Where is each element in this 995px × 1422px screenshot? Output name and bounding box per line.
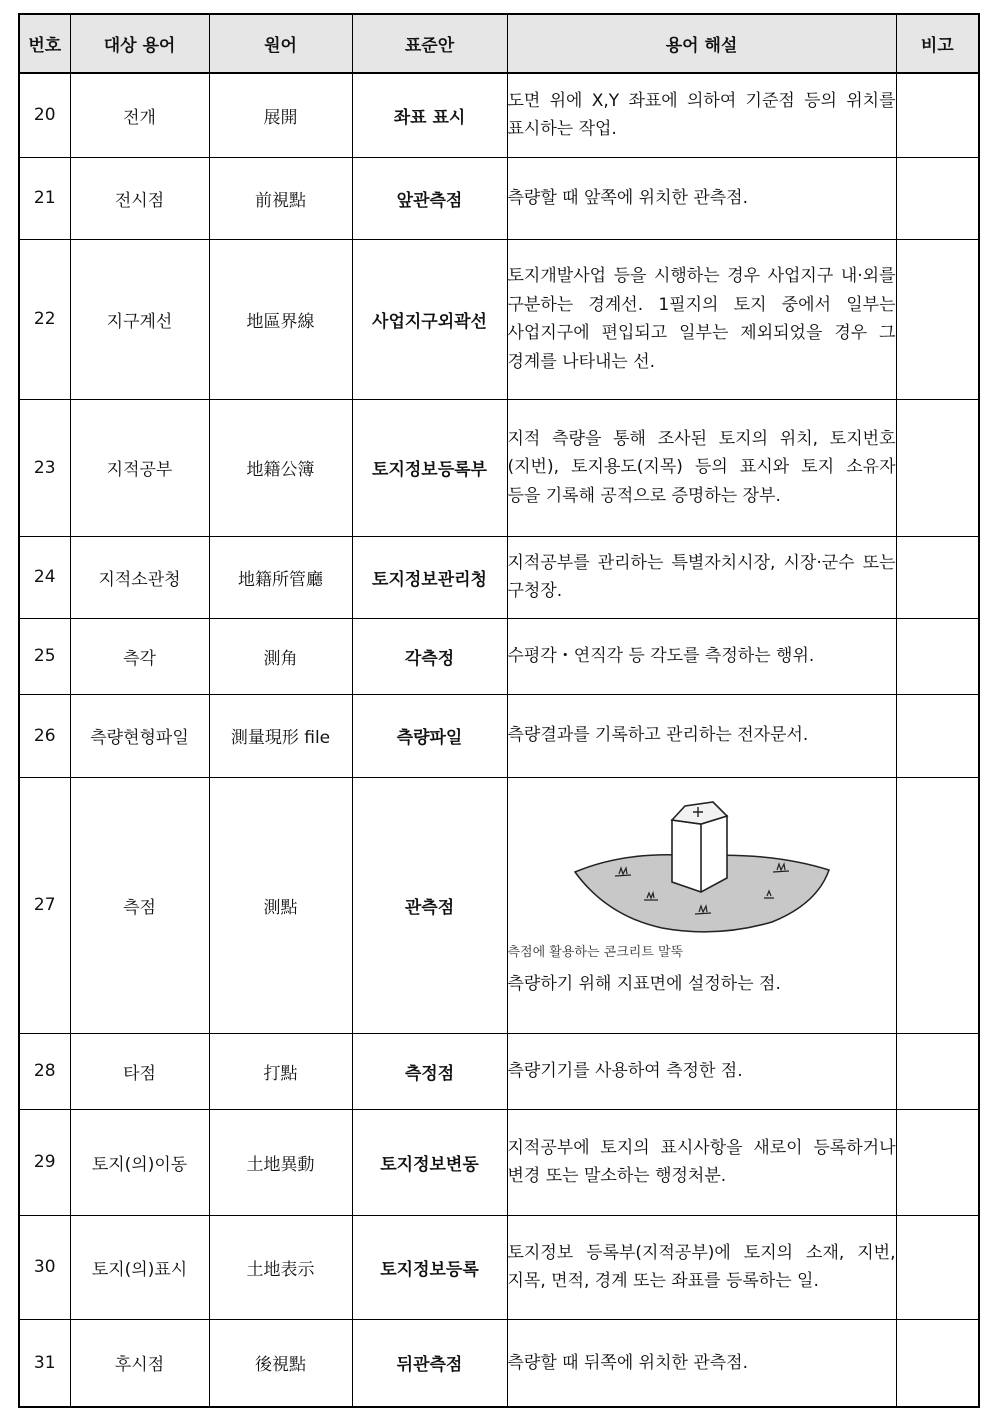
row-explanation-cell [507,777,896,1033]
row-standard: 각측정 [352,618,507,694]
row-term: 지구계선 [70,239,209,399]
row-term: 토지(의)이동 [70,1109,209,1215]
row-origin: 地籍公簿 [209,399,352,536]
row-note [896,1109,979,1215]
row-term: 지적공부 [70,399,209,536]
row-explanation: 도면 위에 X,Y 좌표에 의하여 기준점 등의 위치를 표시하는 작업. [507,73,896,157]
row-no: 22 [19,239,70,399]
row-origin: 後視點 [209,1319,352,1407]
row-term: 토지(의)표시 [70,1215,209,1319]
terminology-sheet [18,13,980,1408]
row-note [896,618,979,694]
row-no: 27 [19,777,70,1033]
row-origin: 前視點 [209,157,352,239]
header-note: 비고 [896,14,979,73]
table-row [19,1319,979,1407]
table-row [19,239,979,399]
table-row [19,157,979,239]
row-origin: 土地表示 [209,1215,352,1319]
row-explanation: 지적공부에 토지의 표시사항을 새로이 등록하거나 변경 또는 말소하는 행정처분. [507,1109,896,1215]
row-standard: 토지정보등록부 [352,399,507,536]
row-note [896,399,979,536]
row-standard: 사업지구외곽선 [352,239,507,399]
header-standard: 표준안 [352,14,507,73]
row-origin: 打點 [209,1033,352,1109]
header-explanation: 용어 해설 [507,14,896,73]
row-origin: 地籍所管廳 [209,536,352,618]
row-term: 전시점 [70,157,209,239]
row-standard: 관측점 [352,777,507,1033]
table-row [19,1215,979,1319]
row-explanation: 지적공부를 관리하는 특별자치시장, 시장·군수 또는 구청장. [507,536,896,618]
row-no: 29 [19,1109,70,1215]
row-no: 23 [19,399,70,536]
row-no: 30 [19,1215,70,1319]
row-note [896,239,979,399]
row-note [896,777,979,1033]
row-standard: 측정점 [352,1033,507,1109]
row-term: 후시점 [70,1319,209,1407]
row-origin: 展開 [209,73,352,157]
row-explanation: 측량결과를 기록하고 관리하는 전자문서. [507,694,896,777]
row-standard: 토지정보등록 [352,1215,507,1319]
row-note [896,1215,979,1319]
row-origin: 測點 [209,777,352,1033]
row-no: 28 [19,1033,70,1109]
row-no: 26 [19,694,70,777]
row-explanation: 토지개발사업 등을 시행하는 경우 사업지구 내·외를 구분하는 경계선. 1필지의 토지 중에서 일부는 사업지구에 편입되고 일부는 제외되었을 경우 그 경계를 나타내는 선. [507,239,896,399]
row-standard: 토지정보관리청 [352,536,507,618]
row-origin: 測量現形 file [209,694,352,777]
row-explanation: 측량하기 위해 지표면에 설정하는 점. [507,973,781,994]
row-term: 측량현형파일 [70,694,209,777]
row-explanation: 측량기기를 사용하여 측정한 점. [507,1033,896,1109]
table-row [19,694,979,777]
row-term: 전개 [70,73,209,157]
table-row [19,777,979,1033]
concrete-marker-illustration [508,778,896,962]
row-origin: 地區界線 [209,239,352,399]
header-origin: 원어 [209,14,352,73]
row-standard: 뒤관측점 [352,1319,507,1407]
row-explanation: 토지정보 등록부(지적공부)에 토지의 소재, 지번, 지목, 면적, 경계 또는 좌표를 등록하는 일. [507,1215,896,1319]
row-note [896,694,979,777]
table-row [19,1109,979,1215]
row-no: 24 [19,536,70,618]
row-no: 20 [19,73,70,157]
row-note [896,1033,979,1109]
row-no: 25 [19,618,70,694]
table-row [19,73,979,157]
table-row [19,618,979,694]
row-explanation: 수평각・연직각 등 각도를 측정하는 행위. [507,618,896,694]
row-no: 31 [19,1319,70,1407]
row-explanation: 측량할 때 뒤쪽에 위치한 관측점. [507,1319,896,1407]
row-term: 타점 [70,1033,209,1109]
row-note [896,157,979,239]
row-standard: 토지정보변동 [352,1109,507,1215]
table-row [19,1033,979,1109]
table-row [19,536,979,618]
row-term: 지적소관청 [70,536,209,618]
row-term: 측점 [70,777,209,1033]
row-origin: 測角 [209,618,352,694]
header-no: 번호 [19,14,70,73]
row-no: 21 [19,157,70,239]
row-note [896,73,979,157]
header-term: 대상 용어 [70,14,209,73]
row-note [896,1319,979,1407]
header-row [19,14,979,73]
illustration-caption: 측점에 활용하는 콘크리트 말뚝 [507,944,684,960]
row-term: 측각 [70,618,209,694]
row-explanation: 지적 측량을 통해 조사된 토지의 위치, 토지번호(지번), 토지용도(지목) 등의 표시와 토지 소유자 등을 기록해 공적으로 증명하는 장부. [507,399,896,536]
row-origin: 土地異動 [209,1109,352,1215]
row-standard: 측량파일 [352,694,507,777]
row-note [896,536,979,618]
terms-table [18,13,980,1408]
concrete-post-icon [567,792,837,942]
row-standard: 좌표 표시 [352,73,507,157]
row-standard: 앞관측점 [352,157,507,239]
row-explanation: 측량할 때 앞쪽에 위치한 관측점. [507,157,896,239]
table-row [19,399,979,536]
